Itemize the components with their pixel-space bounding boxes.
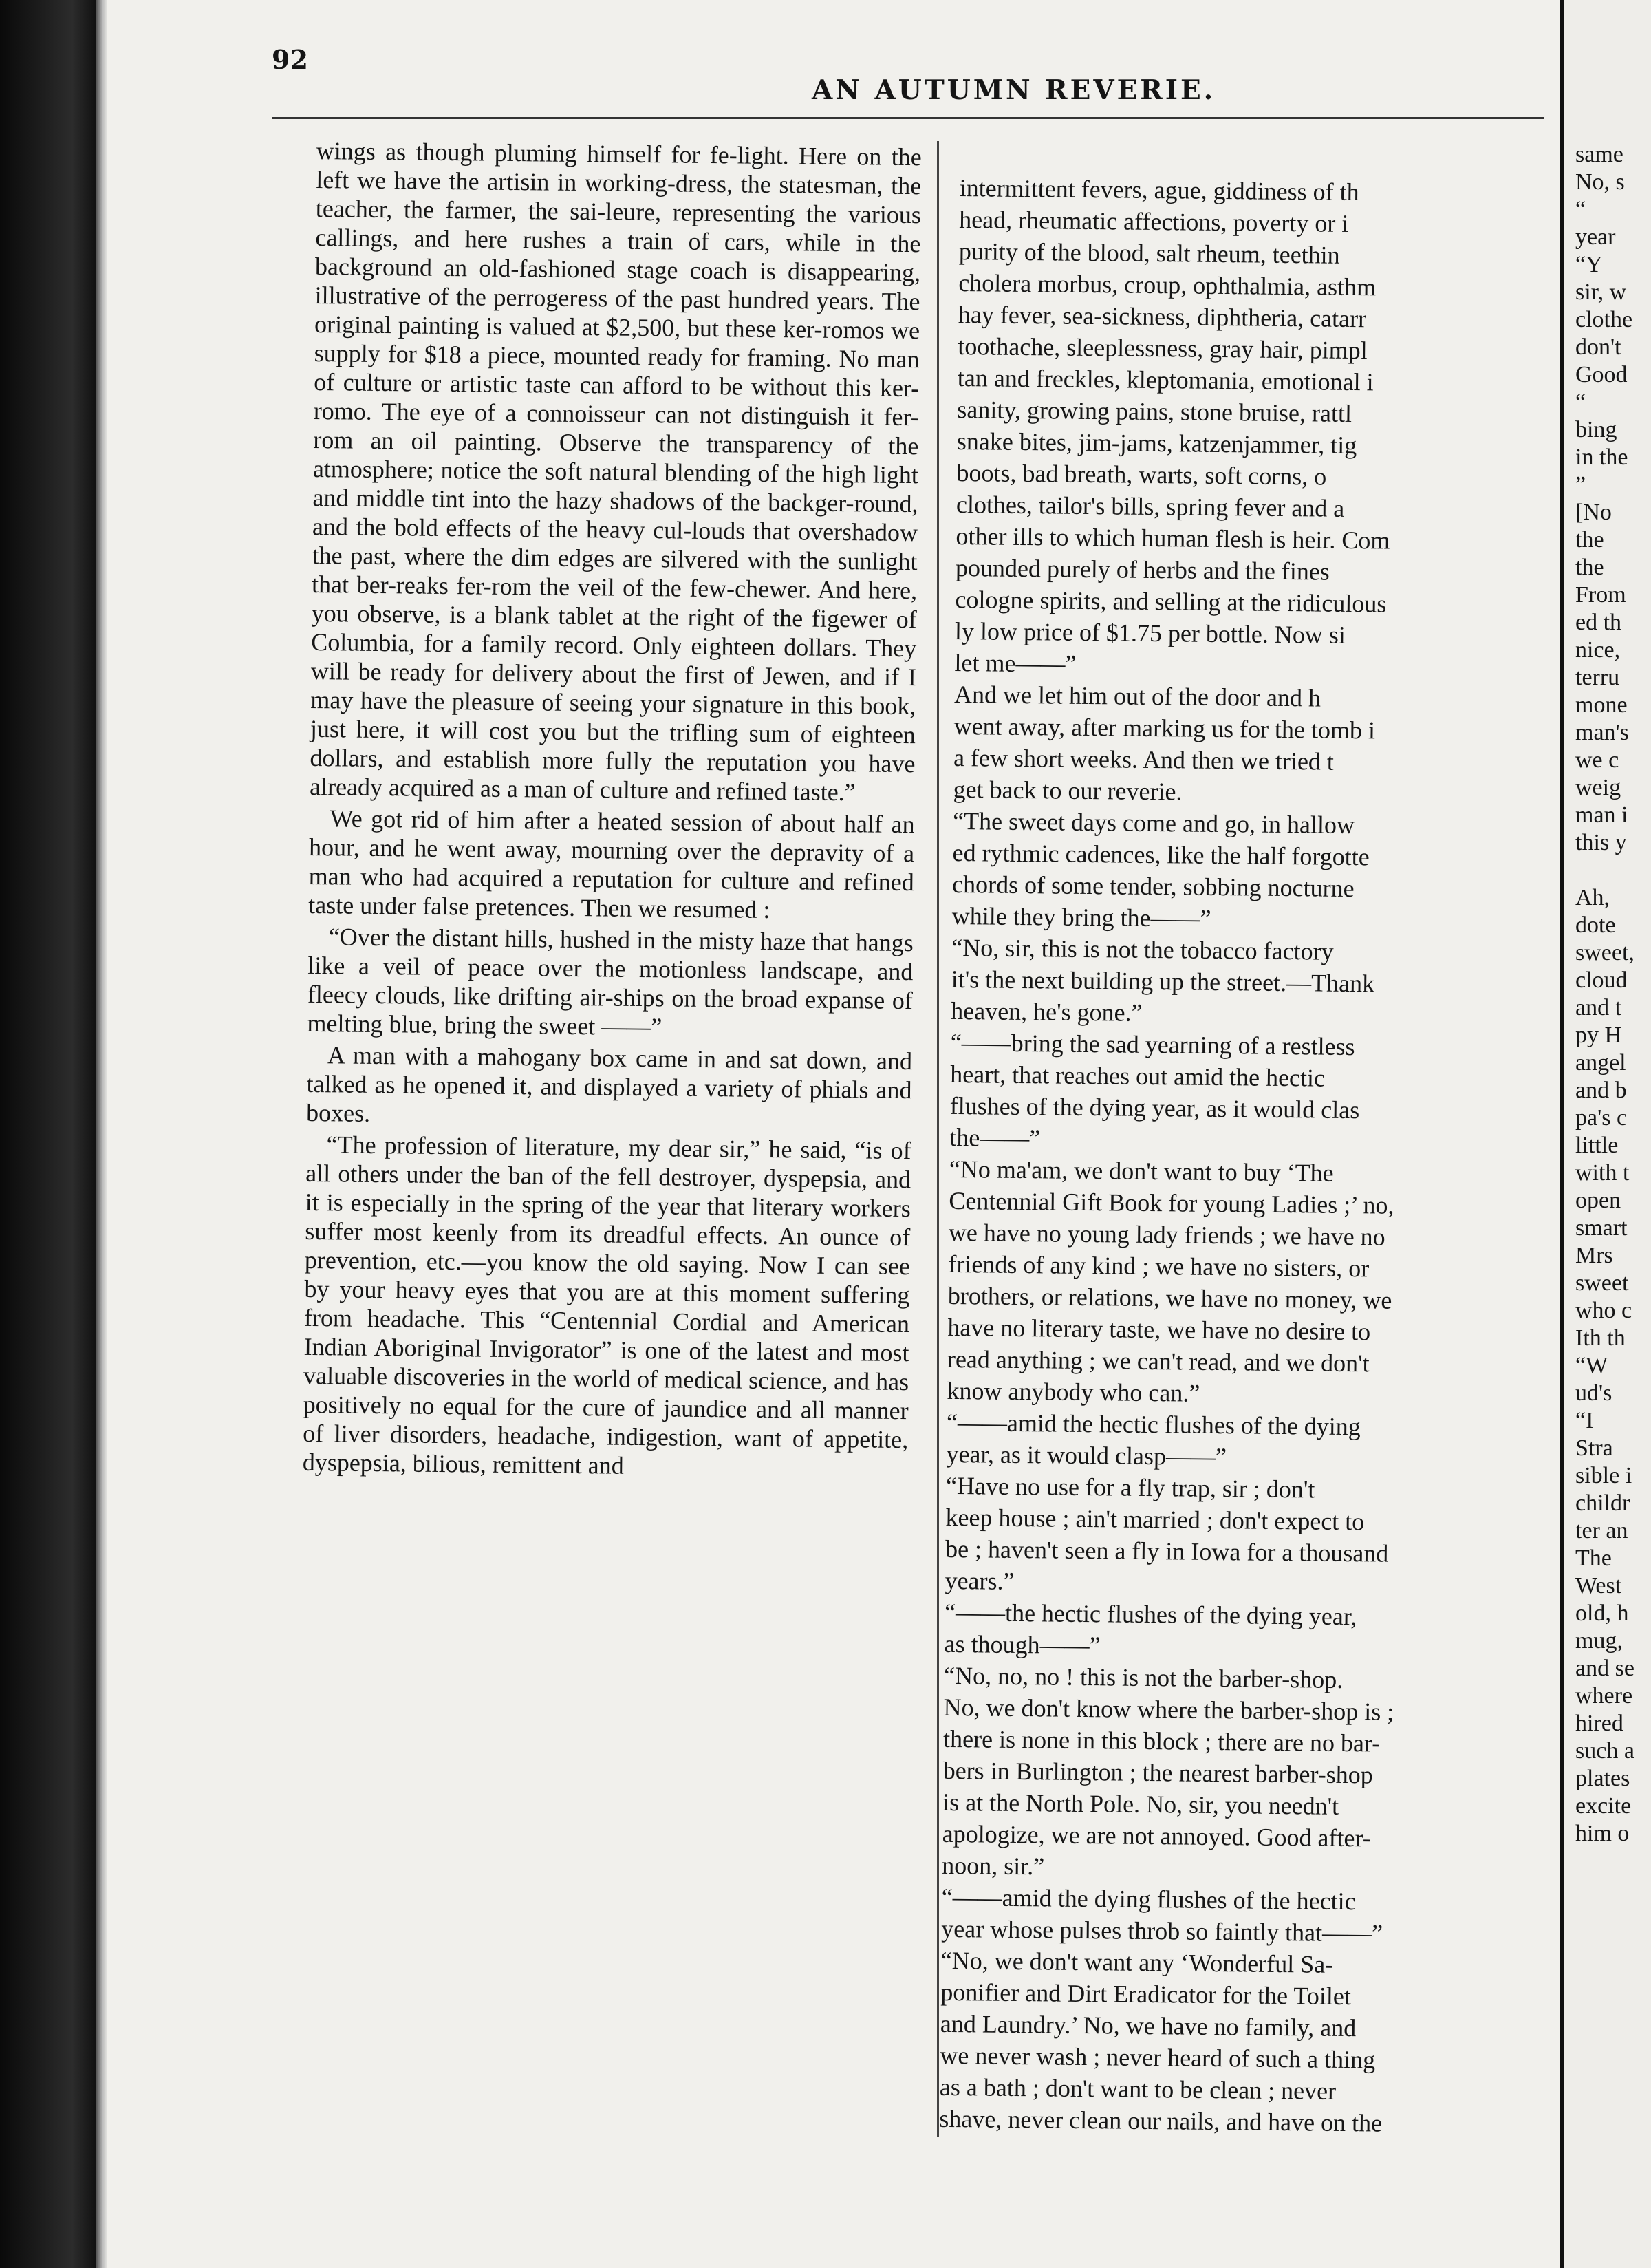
- fragment-line: dote: [1575, 912, 1616, 938]
- text-line: ed rythmic cadences, like the half forgotte: [952, 838, 1370, 871]
- text-line: is at the North Pole. No, sir, you needn't: [942, 1788, 1339, 1820]
- text-line: tan and freckles, kleptomania, emotional i: [957, 363, 1374, 396]
- fragment-line: Ith th: [1575, 1325, 1626, 1351]
- text-line: sanity, growing pains, stone bruise, rattl: [957, 395, 1352, 427]
- text-line: we have no young lady friends ; we have no: [948, 1218, 1385, 1251]
- fragment-line: where: [1575, 1683, 1633, 1709]
- text-line: purity of the blood, salt rheum, teethin: [958, 237, 1340, 269]
- text-line: intermittent fevers, ague, giddiness of th: [959, 173, 1359, 206]
- adjacent-page-strip: [1560, 0, 1651, 2268]
- fragment-line: Good: [1575, 362, 1628, 387]
- text-line: as though——”: [944, 1629, 1101, 1660]
- text-line: “——the hectic flushes of the dying year,: [944, 1598, 1357, 1631]
- right-column: [939, 173, 1551, 2142]
- fragment-line: man's: [1575, 720, 1629, 745]
- fragment-line: weig: [1575, 775, 1621, 800]
- fragment-line: and se: [1575, 1656, 1634, 1681]
- text-line: the——”: [949, 1123, 1041, 1153]
- text-line: a few short weeks. And then we tried t: [953, 743, 1335, 775]
- fragment-line: [1575, 857, 1651, 884]
- text-line: other ills to which human flesh is heir. Com: [956, 522, 1390, 555]
- text-line: year whose pulses throb so faintly that——”: [941, 1914, 1383, 1947]
- fragment-line: “: [1575, 197, 1586, 222]
- paragraph: We got rid of him after a heated session of about half an hour, and he went away, mourning over the depravity of a man who had acquired a reputation for culture and refined taste under false pretences. Then we resumed :: [308, 804, 915, 923]
- fragment-line: terru: [1575, 665, 1620, 690]
- text-line: “No, no, no ! this is not the barber-shop.: [943, 1661, 1344, 1693]
- text-line: chords of some tender, sobbing nocturne: [951, 870, 1355, 903]
- running-title: AN AUTUMN REVERIE.: [812, 74, 1216, 106]
- fragment-line: clothe: [1575, 307, 1633, 332]
- page-number: 92: [272, 44, 308, 75]
- text-line: “No, sir, this is not the tobacco factory: [951, 933, 1334, 965]
- fragment-line: “I: [1575, 1408, 1594, 1433]
- text-line: snake bites, jim-jams, katzenjammer, tig: [956, 427, 1357, 460]
- text-line: “——amid the hectic flushes of the dying: [946, 1408, 1361, 1441]
- fragment-line: ed th: [1575, 610, 1622, 635]
- text-line: “No, we don't want any ‘Wonderful Sa-: [940, 1946, 1334, 1978]
- fragment-line: smart: [1575, 1215, 1628, 1241]
- fragment-line: this y: [1575, 830, 1627, 855]
- fragment-line: little: [1575, 1133, 1619, 1158]
- text-line: ly low price of $1.75 per bottle. Now si: [954, 617, 1346, 649]
- fragment-line: West: [1575, 1573, 1622, 1598]
- text-line: noon, sir.”: [942, 1851, 1045, 1881]
- text-line: boots, bad breath, warts, soft corns, o: [956, 458, 1327, 491]
- text-line: apologize, we are not annoyed. Good after-: [942, 1819, 1371, 1852]
- fragment-line: plates: [1575, 1766, 1630, 1791]
- fragment-line: py H: [1575, 1023, 1622, 1048]
- fragment-line: Ah,: [1575, 885, 1610, 910]
- fragment-line: From: [1575, 582, 1626, 608]
- fragment-line: angel: [1575, 1050, 1626, 1076]
- fragment-line: sir, w: [1575, 279, 1627, 305]
- fragment-line: mone: [1575, 692, 1628, 718]
- text-line: ponifier and Dirt Eradicator for the Toilet: [940, 1978, 1352, 2011]
- text-line: hay fever, sea-sickness, diphtheria, catarr: [958, 300, 1367, 333]
- text-line: toothache, sleeplessness, gray hair, pimpl: [958, 332, 1368, 365]
- fragment-line: mug,: [1575, 1628, 1623, 1654]
- text-line: as a bath ; don't want to be clean ; never: [939, 2073, 1337, 2105]
- text-line: clothes, tailor's bills, spring fever and a: [956, 490, 1345, 522]
- fragment-line: with t: [1575, 1160, 1630, 1186]
- fragment-line: we c: [1575, 747, 1619, 773]
- text-line: heart, that reaches out amid the hectic: [950, 1060, 1326, 1092]
- column-divider: [937, 141, 939, 2137]
- left-column: [303, 136, 922, 1486]
- text-line: year, as it would clasp——”: [946, 1440, 1227, 1471]
- fragment-line: old, h: [1575, 1601, 1629, 1626]
- text-line: shave, never clean our nails, and have on the: [939, 2104, 1383, 2137]
- fragment-line: Stra: [1575, 1435, 1613, 1461]
- fragment-line: sweet: [1575, 1270, 1629, 1296]
- fragment-line: “W: [1575, 1353, 1608, 1378]
- text-line: Centennial Gift Book for young Ladies ;’ no,: [949, 1186, 1394, 1219]
- text-line: brothers, or relations, we have no money, we: [947, 1281, 1392, 1314]
- fragment-line: in the: [1575, 445, 1628, 470]
- text-line: cologne spirits, and selling at the ridiculous: [955, 585, 1387, 618]
- fragment-line: such a: [1575, 1738, 1634, 1764]
- page-gutter-shadow: [96, 0, 107, 2268]
- fragment-line: “: [1575, 389, 1586, 415]
- text-line: keep house ; ain't married ; don't expect to: [945, 1503, 1365, 1536]
- fragment-line: Mrs: [1575, 1243, 1613, 1268]
- fragment-line: bing: [1575, 417, 1617, 442]
- fragment-line: open: [1575, 1188, 1621, 1213]
- fragment-line: sible i: [1575, 1463, 1632, 1488]
- text-line: “No ma'am, we don't want to buy ‘The: [949, 1155, 1334, 1187]
- text-line: let me——”: [954, 648, 1077, 678]
- text-line: read anything ; we can't read, and we don't: [947, 1345, 1370, 1378]
- fragment-line: the: [1575, 527, 1604, 553]
- text-line: there is none in this block ; there are no bar-: [942, 1724, 1381, 1757]
- text-line: cholera morbus, croup, ophthalmia, asthm: [958, 268, 1377, 301]
- fragment-line: man i: [1575, 802, 1628, 828]
- paragraph: “Over the distant hills, hushed in the misty haze that hangs like a veil of peace over the motionless landscape, and fleecy clouds, like drifting air-ships on the broad expanse of melting blue, bring the sweet ——”: [307, 923, 914, 1041]
- book-binding: [0, 0, 96, 2268]
- paragraph: A man with a mahogany box came in and sat down, and talked as he opened it, and displayed a variety of phials and boxes.: [305, 1041, 913, 1127]
- fragment-line: The: [1575, 1545, 1612, 1571]
- text-line: and Laundry.’ No, we have no family, and: [940, 2009, 1357, 2042]
- fragment-line: year: [1575, 224, 1616, 250]
- text-line: “——bring the sad yearning of a restless: [950, 1028, 1355, 1061]
- fragment-line: hired: [1575, 1711, 1623, 1736]
- text-line: No, we don't know where the barber-shop is ;: [943, 1693, 1394, 1726]
- paragraph: “The profession of literature, my dear sir,” he said, “is of all others under the ban of the fell destroyer, dyspepsia, and it is especially in the spring of the year that literary workers suffer most keenly from its dreadful effects. An ounce of prevention, etc.—you know the old saying. Now I can see by your heavy eyes that you are at this moment suffering from headache. This “Centennial Cordial and American Indian Aboriginal Invigorator” is one of the latest and most valuable discoveries in the world of medical science, and has positively no equal for the cure of jaundice and all manner of liver disorders, headache, indigestion, want of appetite, dyspepsia, bilious, remittent and: [302, 1131, 911, 1479]
- text-line: head, rheumatic affections, poverty or i: [959, 205, 1349, 237]
- fragment-line: childr: [1575, 1490, 1630, 1516]
- text-line: know anybody who can.”: [947, 1376, 1200, 1407]
- text-line: went away, after marking us for the tomb i: [953, 712, 1376, 745]
- text-line: while they bring the——”: [951, 901, 1211, 932]
- text-line: “——amid the dying flushes of the hectic: [941, 1883, 1356, 1916]
- text-line: “Have no use for a fly trap, sir ; don't: [945, 1471, 1315, 1504]
- text-line: pounded purely of herbs and the fines: [955, 553, 1330, 586]
- fragment-line: No, s: [1575, 169, 1625, 195]
- fragment-line: pa's c: [1575, 1105, 1628, 1131]
- fragment-line: “Y: [1575, 252, 1603, 277]
- text-line: it's the next building up the street.—Thank: [951, 965, 1375, 998]
- text-line: flushes of the dying year, as it would clas: [949, 1091, 1360, 1124]
- fragment-line: ”: [1575, 472, 1586, 498]
- fragment-line: sweet,: [1575, 940, 1634, 965]
- text-line: And we let him out of the door and h: [953, 680, 1321, 712]
- paragraph: wings as though pluming himself for fe-light. Here on the left we have the artisin in working-dress, the statesman, the teacher, the farmer, the sai-leure, representing the various callings, and here rushes a train of cars, while in the background an old-fashioned stage coach is disappearing, illustrative of the perrogeress of the past hundred years. The original painting is valued at $2,500, but these ker-romos we supply for $18 a piece, mounted ready for framing. No man of culture or artistic taste can afford to be without this ker-romo. The eye of a connoisseur can not distinguish it fer-rom an oil painting. Observe the transparency of the atmosphere; notice the soft natural blending of the high light and middle tint into the hazy shadows of the backger-round, and the bold effects of the heavy cul-louds that overshadow the past, where the dim edges are silvered with the sunlight that ber-reaks fer-rom the veil of the few-chewer. And here, you observe, is a blank tablet at the right of the figewer of Columbia, for a family record. Only eighteen dollars. They will be ready for delivery about the first of Jewen, and if I may have the pleasure of seeing your signature in this book, just here, it will cost you but the trifling sum of eighteen dollars, and establish more fully the reputation you have already acquired as a man of culture and refined taste.”: [309, 136, 922, 806]
- text-line: “The sweet days come and go, in hallow: [952, 806, 1355, 839]
- text-line: we never wash ; never heard of such a thing: [940, 2041, 1376, 2074]
- text-line: friends of any kind ; we have no sisters, or: [948, 1250, 1370, 1283]
- fragment-line: nice,: [1575, 637, 1621, 663]
- fragment-line: him o: [1575, 1821, 1630, 1846]
- text-line: bers in Burlington ; the nearest barber-shop: [942, 1756, 1373, 1789]
- fragment-line: who c: [1575, 1298, 1632, 1323]
- fragment-line: [No: [1575, 500, 1612, 525]
- fragment-line: ter an: [1575, 1518, 1628, 1543]
- text-line: get back to our reverie.: [953, 775, 1183, 806]
- header-rule: [272, 117, 1544, 119]
- text-line: years.”: [945, 1566, 1015, 1595]
- fragment-line: cloud: [1575, 967, 1628, 993]
- fragment-line: the: [1575, 555, 1604, 580]
- adjacent-page-text: [1575, 141, 1651, 1848]
- text-line: be ; haven't seen a fly in Iowa for a thousand: [945, 1534, 1389, 1568]
- fragment-line: same: [1575, 142, 1623, 167]
- fragment-line: and b: [1575, 1078, 1627, 1103]
- fragment-line: and t: [1575, 995, 1622, 1020]
- fragment-line: don't: [1575, 334, 1621, 360]
- text-line: have no literary taste, we have no desire to: [947, 1313, 1371, 1346]
- fragment-line: excite: [1575, 1793, 1632, 1819]
- fragment-line: ud's: [1575, 1380, 1612, 1406]
- text-line: heaven, he's gone.”: [951, 996, 1143, 1027]
